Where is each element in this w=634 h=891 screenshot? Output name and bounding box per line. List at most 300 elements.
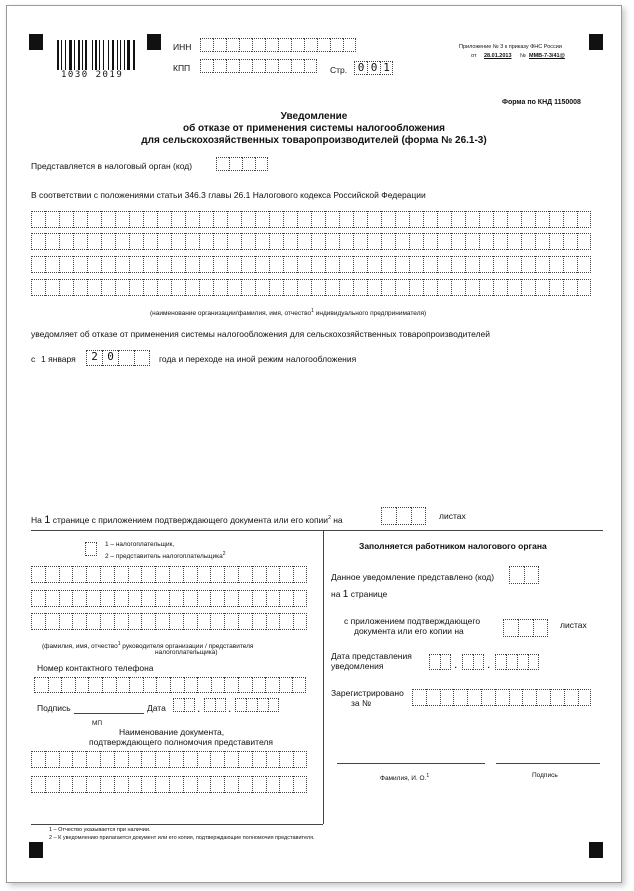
input-row[interactable] xyxy=(31,211,591,228)
input-row[interactable] xyxy=(31,233,591,250)
input-cell[interactable] xyxy=(437,279,451,296)
input-cell[interactable] xyxy=(252,38,265,52)
input-cell[interactable] xyxy=(409,211,423,228)
officer-sheets-field[interactable] xyxy=(503,619,548,637)
input-cell[interactable] xyxy=(31,613,45,630)
input-row[interactable] xyxy=(31,256,591,273)
input-cell[interactable] xyxy=(59,613,73,630)
input-cell[interactable] xyxy=(293,590,307,607)
input-cell[interactable] xyxy=(216,157,229,171)
input-cell[interactable] xyxy=(197,613,211,630)
input-cell[interactable] xyxy=(367,211,381,228)
input-cell[interactable] xyxy=(437,211,451,228)
input-cell[interactable] xyxy=(114,566,128,583)
input-cell[interactable] xyxy=(279,566,293,583)
page-number-field[interactable] xyxy=(354,61,393,75)
input-cell[interactable] xyxy=(509,566,524,584)
input-cell[interactable] xyxy=(255,279,269,296)
input-cell[interactable] xyxy=(210,590,224,607)
input-cell[interactable] xyxy=(184,677,198,693)
input-cell[interactable] xyxy=(210,751,224,768)
input-cell[interactable] xyxy=(266,776,280,793)
input-cell[interactable] xyxy=(171,279,185,296)
inn-field[interactable] xyxy=(200,38,356,52)
input-cell[interactable] xyxy=(227,233,241,250)
input-cell[interactable] xyxy=(129,256,143,273)
input-cell[interactable] xyxy=(59,256,73,273)
input-cell[interactable] xyxy=(45,256,59,273)
input-cell[interactable] xyxy=(269,233,283,250)
input-cell[interactable] xyxy=(73,279,87,296)
input-cell[interactable] xyxy=(462,654,473,670)
input-cell[interactable] xyxy=(269,256,283,273)
input-cell[interactable] xyxy=(577,256,591,273)
input-cell[interactable] xyxy=(465,279,479,296)
input-cell[interactable] xyxy=(493,211,507,228)
input-cell[interactable] xyxy=(157,211,171,228)
input-cell[interactable] xyxy=(495,654,506,670)
input-cell[interactable] xyxy=(325,279,339,296)
input-cell[interactable] xyxy=(239,38,252,52)
input-cell[interactable] xyxy=(134,350,150,366)
input-cell[interactable] xyxy=(353,279,367,296)
input-cell[interactable] xyxy=(381,507,396,525)
input-cell[interactable] xyxy=(213,233,227,250)
input-cell[interactable] xyxy=(211,677,225,693)
input-cell[interactable] xyxy=(353,211,367,228)
input-cell[interactable]: 0 xyxy=(354,61,367,75)
input-cell[interactable] xyxy=(293,566,307,583)
input-cell[interactable] xyxy=(101,279,115,296)
input-cell[interactable] xyxy=(549,211,563,228)
input-cell[interactable] xyxy=(171,233,185,250)
input-cell[interactable] xyxy=(238,677,252,693)
input-cell[interactable] xyxy=(86,613,100,630)
input-cell[interactable] xyxy=(115,279,129,296)
input-cell[interactable] xyxy=(72,566,86,583)
input-cell[interactable] xyxy=(210,776,224,793)
input-cell[interactable] xyxy=(278,38,291,52)
input-cell[interactable] xyxy=(339,233,353,250)
input-cell[interactable] xyxy=(143,279,157,296)
input-cell[interactable] xyxy=(45,211,59,228)
submission-day-field[interactable] xyxy=(429,654,451,670)
input-cell[interactable] xyxy=(31,233,45,250)
input-cell[interactable] xyxy=(395,256,409,273)
input-cell[interactable] xyxy=(185,211,199,228)
input-cell[interactable] xyxy=(141,751,155,768)
input-cell[interactable] xyxy=(31,566,45,583)
input-cell[interactable] xyxy=(563,211,577,228)
input-cell[interactable] xyxy=(241,233,255,250)
input-cell[interactable] xyxy=(224,776,238,793)
input-cell[interactable] xyxy=(451,279,465,296)
input-cell[interactable] xyxy=(213,279,227,296)
input-cell[interactable] xyxy=(549,279,563,296)
input-cell[interactable] xyxy=(31,776,45,793)
input-cell[interactable] xyxy=(227,211,241,228)
input-cell[interactable] xyxy=(465,211,479,228)
input-cell[interactable] xyxy=(297,256,311,273)
input-cell[interactable] xyxy=(238,613,252,630)
input-cell[interactable] xyxy=(45,751,59,768)
input-cell[interactable] xyxy=(367,279,381,296)
input-cell[interactable] xyxy=(31,211,45,228)
input-cell[interactable] xyxy=(564,689,578,706)
year-field[interactable] xyxy=(86,350,150,366)
input-cell[interactable] xyxy=(129,211,143,228)
input-cell[interactable] xyxy=(409,279,423,296)
input-cell[interactable] xyxy=(169,776,183,793)
input-cell[interactable] xyxy=(535,279,549,296)
input-cell[interactable] xyxy=(269,211,283,228)
officer-name-line[interactable] xyxy=(337,763,485,764)
input-cell[interactable] xyxy=(549,233,563,250)
input-cell[interactable] xyxy=(155,566,169,583)
input-cell[interactable] xyxy=(509,689,523,706)
input-cell[interactable] xyxy=(437,233,451,250)
input-cell[interactable] xyxy=(467,689,481,706)
input-cell[interactable] xyxy=(304,59,317,73)
input-cell[interactable] xyxy=(199,233,213,250)
input-cell[interactable] xyxy=(101,211,115,228)
input-cell[interactable] xyxy=(169,751,183,768)
input-cell[interactable] xyxy=(279,751,293,768)
input-cell[interactable] xyxy=(481,689,495,706)
input-cell[interactable] xyxy=(72,613,86,630)
input-cell[interactable] xyxy=(266,590,280,607)
input-cell[interactable] xyxy=(184,698,195,712)
input-cell[interactable] xyxy=(169,613,183,630)
input-cell[interactable] xyxy=(278,59,291,73)
input-cell[interactable] xyxy=(241,211,255,228)
input-cell[interactable] xyxy=(266,751,280,768)
input-cell[interactable] xyxy=(353,256,367,273)
input-cell[interactable] xyxy=(59,211,73,228)
input-cell[interactable] xyxy=(157,233,171,250)
input-cell[interactable] xyxy=(210,613,224,630)
input-cell[interactable] xyxy=(395,211,409,228)
input-cell[interactable] xyxy=(269,279,283,296)
input-cell[interactable] xyxy=(87,211,101,228)
input-cell[interactable] xyxy=(213,211,227,228)
input-cell[interactable] xyxy=(266,566,280,583)
input-cell[interactable] xyxy=(325,233,339,250)
input-cell[interactable] xyxy=(479,211,493,228)
input-cell[interactable] xyxy=(157,279,171,296)
input-cell[interactable] xyxy=(246,698,257,712)
input-cell[interactable] xyxy=(34,677,48,693)
input-cell[interactable] xyxy=(45,613,59,630)
input-cell[interactable] xyxy=(239,59,252,73)
input-cell[interactable] xyxy=(293,776,307,793)
input-cell[interactable] xyxy=(143,233,157,250)
input-cell[interactable] xyxy=(197,590,211,607)
input-cell[interactable] xyxy=(311,211,325,228)
date-month-field[interactable] xyxy=(204,698,226,712)
input-cell[interactable] xyxy=(252,59,265,73)
input-cell[interactable] xyxy=(265,38,278,52)
input-cell[interactable] xyxy=(227,279,241,296)
input-cell[interactable] xyxy=(200,38,213,52)
input-cell[interactable] xyxy=(59,233,73,250)
submission-code-field[interactable] xyxy=(509,566,539,584)
input-cell[interactable] xyxy=(59,776,73,793)
input-cell[interactable] xyxy=(409,233,423,250)
input-cell[interactable] xyxy=(59,590,73,607)
input-cell[interactable] xyxy=(521,256,535,273)
input-cell[interactable] xyxy=(129,279,143,296)
input-cell[interactable] xyxy=(367,256,381,273)
input-cell[interactable] xyxy=(45,776,59,793)
input-cell[interactable]: 1 xyxy=(380,61,393,75)
input-cell[interactable] xyxy=(87,256,101,273)
input-cell[interactable] xyxy=(395,233,409,250)
input-row[interactable] xyxy=(31,751,307,768)
input-cell[interactable] xyxy=(479,279,493,296)
input-cell[interactable] xyxy=(283,211,297,228)
input-cell[interactable] xyxy=(578,689,592,706)
input-cell[interactable] xyxy=(255,256,269,273)
input-cell[interactable] xyxy=(73,233,87,250)
input-cell[interactable] xyxy=(507,233,521,250)
input-cell[interactable] xyxy=(330,38,343,52)
input-cell[interactable] xyxy=(88,677,102,693)
input-cell[interactable] xyxy=(185,256,199,273)
input-cell[interactable] xyxy=(242,157,255,171)
input-cell[interactable] xyxy=(143,256,157,273)
input-cell[interactable] xyxy=(114,776,128,793)
input-cell[interactable] xyxy=(31,256,45,273)
input-cell[interactable] xyxy=(157,256,171,273)
submission-month-field[interactable] xyxy=(462,654,484,670)
input-cell[interactable] xyxy=(493,233,507,250)
input-cell[interactable] xyxy=(173,698,184,712)
input-cell[interactable] xyxy=(59,566,73,583)
input-cell[interactable] xyxy=(563,279,577,296)
input-cell[interactable] xyxy=(423,233,437,250)
date-day-field[interactable] xyxy=(173,698,195,712)
input-cell[interactable] xyxy=(141,590,155,607)
input-cell[interactable]: 0 xyxy=(367,61,380,75)
input-cell[interactable] xyxy=(143,677,157,693)
input-cell[interactable] xyxy=(518,619,533,637)
input-cell[interactable] xyxy=(507,211,521,228)
input-cell[interactable] xyxy=(204,698,215,712)
input-cell[interactable] xyxy=(550,689,564,706)
kpp-field[interactable] xyxy=(200,59,317,73)
input-cell[interactable] xyxy=(75,677,89,693)
input-cell[interactable] xyxy=(141,566,155,583)
input-cell[interactable] xyxy=(118,350,134,366)
input-cell[interactable] xyxy=(199,279,213,296)
input-cell[interactable] xyxy=(426,689,440,706)
input-cell[interactable] xyxy=(577,211,591,228)
input-cell[interactable] xyxy=(224,566,238,583)
input-cell[interactable] xyxy=(395,279,409,296)
input-cell[interactable] xyxy=(61,677,75,693)
input-cell[interactable] xyxy=(170,677,184,693)
input-cell[interactable] xyxy=(197,751,211,768)
submission-year-field[interactable] xyxy=(495,654,539,670)
input-cell[interactable] xyxy=(87,233,101,250)
input-cell[interactable] xyxy=(100,590,114,607)
input-cell[interactable] xyxy=(311,233,325,250)
input-cell[interactable] xyxy=(517,654,528,670)
input-cell[interactable] xyxy=(528,654,539,670)
input-cell[interactable] xyxy=(252,590,266,607)
input-cell[interactable] xyxy=(45,279,59,296)
input-cell[interactable] xyxy=(235,698,246,712)
input-cell[interactable] xyxy=(156,677,170,693)
input-cell[interactable] xyxy=(210,566,224,583)
input-cell[interactable] xyxy=(100,613,114,630)
input-cell[interactable] xyxy=(311,256,325,273)
input-cell[interactable] xyxy=(533,619,548,637)
input-cell[interactable] xyxy=(183,776,197,793)
input-cell[interactable] xyxy=(100,776,114,793)
input-cell[interactable] xyxy=(479,256,493,273)
input-cell[interactable] xyxy=(279,613,293,630)
input-cell[interactable] xyxy=(224,751,238,768)
input-cell[interactable] xyxy=(451,233,465,250)
input-cell[interactable] xyxy=(535,233,549,250)
input-cell[interactable] xyxy=(45,233,59,250)
input-row[interactable] xyxy=(31,776,307,793)
input-cell[interactable] xyxy=(213,38,226,52)
input-cell[interactable] xyxy=(255,233,269,250)
input-cell[interactable] xyxy=(224,613,238,630)
input-cell[interactable] xyxy=(317,38,330,52)
input-cell[interactable] xyxy=(549,256,563,273)
input-cell[interactable] xyxy=(479,233,493,250)
input-cell[interactable] xyxy=(226,59,239,73)
input-cell[interactable] xyxy=(423,211,437,228)
input-cell[interactable] xyxy=(141,613,155,630)
input-cell[interactable] xyxy=(128,590,142,607)
input-cell[interactable] xyxy=(115,233,129,250)
input-cell[interactable] xyxy=(293,613,307,630)
input-cell[interactable] xyxy=(423,279,437,296)
input-cell[interactable] xyxy=(213,256,227,273)
input-cell[interactable] xyxy=(100,751,114,768)
input-cell[interactable] xyxy=(521,279,535,296)
input-cell[interactable] xyxy=(72,776,86,793)
input-cell[interactable] xyxy=(238,751,252,768)
input-cell[interactable] xyxy=(268,698,279,712)
input-cell[interactable] xyxy=(563,233,577,250)
input-cell[interactable] xyxy=(155,590,169,607)
input-cell[interactable] xyxy=(521,233,535,250)
input-cell[interactable] xyxy=(129,677,143,693)
registration-number-field[interactable] xyxy=(412,689,591,706)
input-cell[interactable] xyxy=(325,211,339,228)
input-cell[interactable] xyxy=(423,256,437,273)
input-cell[interactable] xyxy=(297,211,311,228)
input-cell[interactable] xyxy=(297,233,311,250)
input-cell[interactable] xyxy=(495,689,509,706)
input-cell[interactable] xyxy=(507,279,521,296)
input-cell[interactable] xyxy=(128,776,142,793)
input-cell[interactable] xyxy=(155,613,169,630)
input-cell[interactable] xyxy=(224,590,238,607)
input-cell[interactable] xyxy=(343,38,356,52)
input-cell[interactable] xyxy=(255,157,268,171)
input-cell[interactable] xyxy=(252,677,266,693)
input-cell[interactable] xyxy=(128,613,142,630)
input-cell[interactable] xyxy=(183,613,197,630)
input-cell[interactable] xyxy=(128,566,142,583)
input-cell[interactable] xyxy=(199,211,213,228)
input-cell[interactable]: 0 xyxy=(102,350,118,366)
input-cell[interactable] xyxy=(535,256,549,273)
input-cell[interactable] xyxy=(522,689,536,706)
input-cell[interactable] xyxy=(524,566,539,584)
phone-field[interactable] xyxy=(34,677,306,693)
input-cell[interactable] xyxy=(155,751,169,768)
input-cell[interactable] xyxy=(215,698,226,712)
input-cell[interactable] xyxy=(325,256,339,273)
input-cell[interactable] xyxy=(252,613,266,630)
input-cell[interactable] xyxy=(577,233,591,250)
input-cell[interactable] xyxy=(297,279,311,296)
input-cell[interactable] xyxy=(304,38,317,52)
input-cell[interactable] xyxy=(241,279,255,296)
input-cell[interactable] xyxy=(353,233,367,250)
input-cell[interactable] xyxy=(283,279,297,296)
input-cell[interactable] xyxy=(437,256,451,273)
input-cell[interactable] xyxy=(291,38,304,52)
input-cell[interactable] xyxy=(238,776,252,793)
input-cell[interactable] xyxy=(473,654,484,670)
input-cell[interactable] xyxy=(465,256,479,273)
input-cell[interactable] xyxy=(257,698,268,712)
input-cell[interactable] xyxy=(279,677,293,693)
input-row[interactable] xyxy=(31,590,307,607)
input-cell[interactable] xyxy=(429,654,440,670)
input-cell[interactable] xyxy=(381,256,395,273)
input-cell[interactable] xyxy=(183,566,197,583)
input-row[interactable] xyxy=(31,279,591,296)
input-cell[interactable] xyxy=(381,211,395,228)
input-cell[interactable] xyxy=(129,233,143,250)
input-cell[interactable] xyxy=(367,233,381,250)
input-cell[interactable] xyxy=(86,566,100,583)
date-year-field[interactable] xyxy=(235,698,279,712)
input-cell[interactable] xyxy=(31,751,45,768)
input-cell[interactable] xyxy=(521,211,535,228)
input-cell[interactable] xyxy=(265,677,279,693)
input-cell[interactable] xyxy=(266,613,280,630)
input-cell[interactable] xyxy=(409,256,423,273)
input-cell[interactable] xyxy=(169,566,183,583)
input-row[interactable] xyxy=(31,566,307,583)
input-cell[interactable] xyxy=(507,256,521,273)
input-cell[interactable] xyxy=(440,689,454,706)
input-cell[interactable] xyxy=(183,751,197,768)
input-cell[interactable] xyxy=(227,256,241,273)
input-cell[interactable] xyxy=(291,59,304,73)
input-cell[interactable] xyxy=(283,256,297,273)
input-cell[interactable] xyxy=(339,279,353,296)
attachment-sheets-field[interactable] xyxy=(381,507,426,525)
input-cell[interactable] xyxy=(72,751,86,768)
input-cell[interactable] xyxy=(440,654,451,670)
input-cell[interactable] xyxy=(563,256,577,273)
input-cell[interactable] xyxy=(45,566,59,583)
input-cell[interactable] xyxy=(59,751,73,768)
input-cell[interactable] xyxy=(577,279,591,296)
